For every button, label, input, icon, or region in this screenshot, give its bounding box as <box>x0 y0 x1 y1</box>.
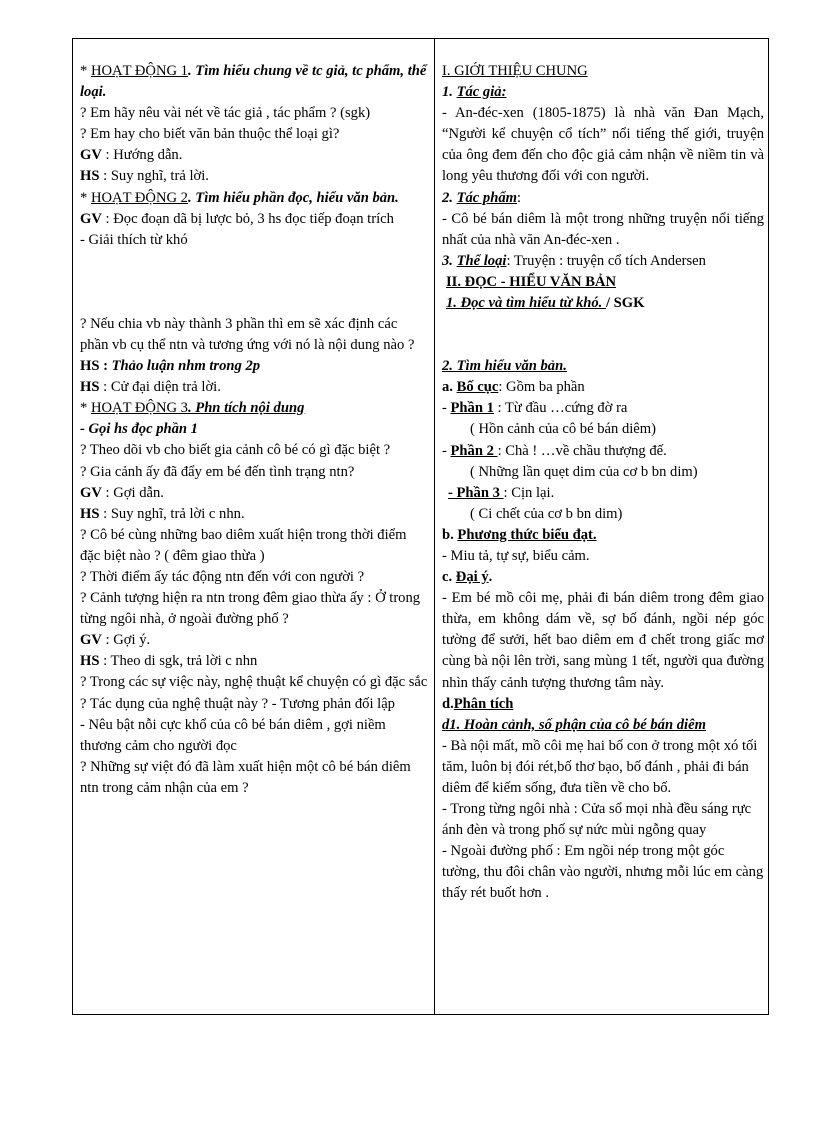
content-column <box>442 61 764 905</box>
column-divider <box>434 39 435 1014</box>
teacher-note-2: GV : Đọc đoạn dã bị lược bỏ, 3 hs đọc tiếp đoạn trích <box>80 210 394 227</box>
reading-heading: 1. Đọc và tìm hiểu từ khó. / SGK <box>446 295 645 312</box>
work-text: - Cô bé bán diêm là một trong những truyện nổi tiếng nhất của nhà văn An-đéc-xen . <box>442 210 764 248</box>
author-heading: 1. Tác giả: <box>442 84 507 101</box>
question-1: ? Em hãy nêu vài nét về tác giả , tác phẩm ? (sgk) <box>80 105 371 122</box>
activity-2-heading: * HOẠT ĐỘNG 2. Tìm hiểu phần đọc, hiểu văn bản. <box>80 189 399 206</box>
teacher-note-4: GV : Gợi ý. <box>80 632 151 649</box>
question-2: ? Em hay cho biết văn bản thuộc thể loại gì? <box>80 126 340 143</box>
student-note-4: HS : Suy nghĩ, trả lời c nhn. <box>80 505 245 522</box>
question-7: ? Thời điểm ấy tác động ntn đến với con người ? <box>80 568 365 585</box>
part-2-note: ( Những lần quẹt dim của cơ b bn dim) <box>470 463 698 480</box>
analysis-heading: d.Phân tích <box>442 695 514 712</box>
part-3: - Phần 3 : Cịn lại. <box>448 484 555 501</box>
question-3: ? Nếu chia vb này thành 3 phần thì em sẽ xác định các phần vb cụ thể ntn và tương ứng với nó là nội dung nào ? <box>80 315 415 353</box>
section-1-heading: I. GIỚI THIỆU CHUNG <box>442 63 588 79</box>
student-note-2: HS : Thảo luận nhm trong 2p <box>80 358 261 375</box>
summary-heading: c. Đại ý. <box>442 569 493 586</box>
guide-read: - Gọi hs đọc phần 1 <box>80 421 198 438</box>
question-10: ? Những sự việt đó đã làm xuất hiện một cô bé bán diêm ntn trong cảm nhận của em ? <box>80 758 411 796</box>
student-note-1: HS : Suy nghĩ, trả lời. <box>80 168 209 185</box>
analysis-d1-heading: d1. Hoàn cảnh, số phận của cô bé bán diêm <box>442 716 706 733</box>
genre-line: 3. Thể loại: Truyện : truyện cổ tích Andersen <box>442 252 706 269</box>
content-table <box>72 38 769 1015</box>
author-text: - An-đéc-xen (1805-1875) là nhà văn Đan Mạch, “Người kể chuyện cổ tích” nổi tiếng thế giới, truyện của ông đem đến cho độc giả cảm nhận về niềm tin và long yêu thương đối với con người. <box>442 105 764 185</box>
mode-heading: b. Phương thức biểu đạt. <box>442 526 597 543</box>
analysis-d1-text-2: - Trong từng ngôi nhà : Cửa sổ mọi nhà đều sáng rực ánh đèn và trong phố sự nức mùi ngỗng quay <box>442 801 752 839</box>
note-1: - Nêu bật nỗi cực khổ của cô bé bán diêm , gợi niềm thương cảm cho người đọc <box>80 716 386 754</box>
student-note-3: HS : Cử đại diện trả lời. <box>80 379 221 396</box>
part-3-note: ( Ci chết của cơ b bn dim) <box>470 505 623 522</box>
question-9: ? Trong các sự việc này, nghệ thuật kể chuyện có gì đặc sắc ? Tác dụng của nghệ thuật này ? - Tương phản đối lập <box>80 674 428 712</box>
section-2-heading: II. ĐỌC - HIỂU VĂN BẢN <box>446 273 617 290</box>
activity-3-heading: * HOẠT ĐỘNG 3. Phn tích nội dung <box>80 400 305 417</box>
part-1: - Phần 1 : Từ đầu …cứng đờ ra <box>442 400 628 417</box>
summary-text: - Em bé mồ côi mẹ, phải đi bán diêm trong đêm giao thừa, em không dám về, sợ bố đánh, ngồi nép góc tường để sưởi, hết bao diêm em đ chết trong giấc mơ cùng bà nội lên trời, sang mùng 1 tết, người qua đường nhìn thấy cảnh tượng thương tâm này. <box>442 590 764 691</box>
question-6: ? Cô bé cùng những bao diêm xuất hiện trong thời điểm đặc biệt nào ? ( đêm giao thừa ) <box>80 526 407 564</box>
activity-1-heading: * HOẠT ĐỘNG 1. Tìm hiểu chung về tc giả, tc phẩm, thể loại. <box>80 63 427 101</box>
explain-words: - Giải thích từ khó <box>80 231 188 248</box>
part-2: - Phần 2 : Chà ! …về chầu thượng đế. <box>442 442 667 459</box>
activities-column <box>80 61 428 799</box>
mode-text: - Miu tả, tự sự, biểu cảm. <box>442 547 590 564</box>
question-5: ? Gia cảnh ấy đã đẩy em bé đến tình trạng ntn? <box>80 463 355 480</box>
layout-heading: a. Bố cục: Gồm ba phần <box>442 379 585 396</box>
text-study-heading: 2. Tìm hiểu văn bản. <box>442 358 567 375</box>
work-heading: 2. Tác phẩm: <box>442 189 522 206</box>
part-1-note: ( Hồn cảnh của cô bé bán diêm) <box>470 421 656 438</box>
student-note-5: HS : Theo di sgk, trả lời c nhn <box>80 653 258 670</box>
analysis-d1-text-3: - Ngoài đường phố : Em ngồi nép trong một góc tường, thu đôi chân vào người, nhưng mỗi lúc em càng thấy rét buốt hơn . <box>442 843 764 902</box>
question-4: ? Theo dõi vb cho biết gia cảnh cô bé có gì đặc biệt ? <box>80 442 391 459</box>
teacher-note-1: GV : Hướng dẫn. <box>80 147 183 164</box>
question-8: ? Cảnh tượng hiện ra ntn trong đêm giao thừa ấy : Ở trong từng ngôi nhà, ở ngoài đường phố ? <box>80 590 421 628</box>
analysis-d1-text-1: - Bà nội mất, mồ côi mẹ hai bố con ở trong một xó tối tăm, luôn bị đói rét,bố thơ bạo, bố đánh , phải đi bán diêm để kiếm sống, đưa tiền về cho bố. <box>442 737 758 796</box>
teacher-note-3: GV : Gợi dẫn. <box>80 484 164 501</box>
